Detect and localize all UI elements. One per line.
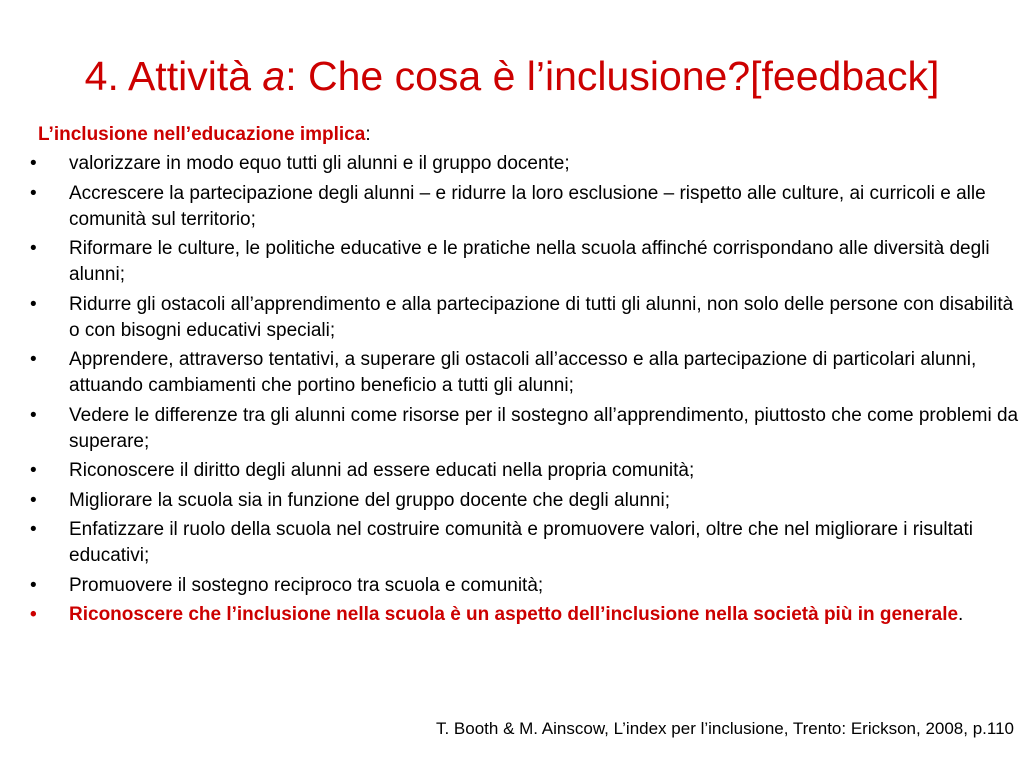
bullet-marker: • [30,404,37,426]
bullet-item [30,151,1020,177]
bullet-marker: • [30,604,37,625]
bullet-item [30,458,1020,484]
bullet-text: valorizzare in modo equo tutti gli alunni e il gruppo docente; [69,153,570,174]
bullet-marker: • [30,349,37,370]
bullet-item [30,573,1020,599]
bullet-item [30,292,1020,344]
bullet-text: Promuovere il sostegno reciproco tra scuola e comunità; [69,574,544,596]
bullet-marker: • [30,293,37,315]
slide-title-suffix: : Che cosa è l’inclusione?[feedback] [285,53,940,99]
slide-title-prefix: 4. Attività [84,53,263,99]
bullet-text: Apprendere, attraverso tentativi, a superare gli ostacoli all’accesso e alla partecipazione di particolari alunni, attuando cambiamenti che portino beneficio a tutti gli alunni; [69,349,977,396]
bullet-text: Enfatizzare il ruolo della scuola nel costruire comunità e promuovere valori, oltre che nel migliorare i risultati educativi; [69,519,973,566]
bullet-marker: • [30,460,37,481]
bullet-marker: • [30,519,37,540]
source-citation: T. Booth & M. Ainscow, L’index per l’inclusione, Trento: Erickson, 2008, p.110 [435,719,1014,738]
slide-title-italic: a [262,53,286,99]
bullet-marker: • [30,489,37,511]
bullet-text-bold: Riconoscere che l’inclusione nella scuola è un aspetto dell’inclusione nella società più in generale [69,604,959,625]
bullet-item [30,181,1020,233]
intro-highlight: L’inclusione nell’educazione implica [38,124,366,145]
intro-colon: : [365,124,371,145]
bullet-list [30,151,1020,632]
bullet-item-emphasized [30,602,1020,628]
bullet-marker: • [30,182,37,204]
bullet-item [30,347,1020,399]
bullet-text: Riconoscere il diritto degli alunni ad essere educati nella propria comunità; [69,460,695,481]
bullet-marker: • [30,238,37,259]
bullet-text: Migliorare la scuola sia in funzione del gruppo docente che degli alunni; [69,489,670,511]
bullet-item [30,236,1020,288]
intro-line [38,121,371,149]
bullet-item [30,517,1020,569]
bullet-item [30,403,1020,455]
bullet-text-tail: . [958,604,964,625]
bullet-marker: • [30,574,37,596]
bullet-text: Accrescere la partecipazione degli alunni – e ridurre la loro esclusione – rispetto alle culture, ai curricoli e alle comunità sul territorio; [69,182,986,230]
bullet-marker: • [30,153,37,174]
slide-title [0,52,1024,100]
bullet-text: Vedere le differenze tra gli alunni come risorse per il sostegno all’apprendimento, piuttosto che come problemi da superare; [69,404,1019,452]
bullet-text: Riformare le culture, le politiche educative e le pratiche nella scuola affinché corrispondano alle diversità degli alunni; [69,238,990,285]
bullet-text: Ridurre gli ostacoli all’apprendimento e alla partecipazione di tutti gli alunni, non solo delle persone con disabilità o con bisogni educativi speciali; [69,293,1014,341]
bullet-item [30,488,1020,514]
